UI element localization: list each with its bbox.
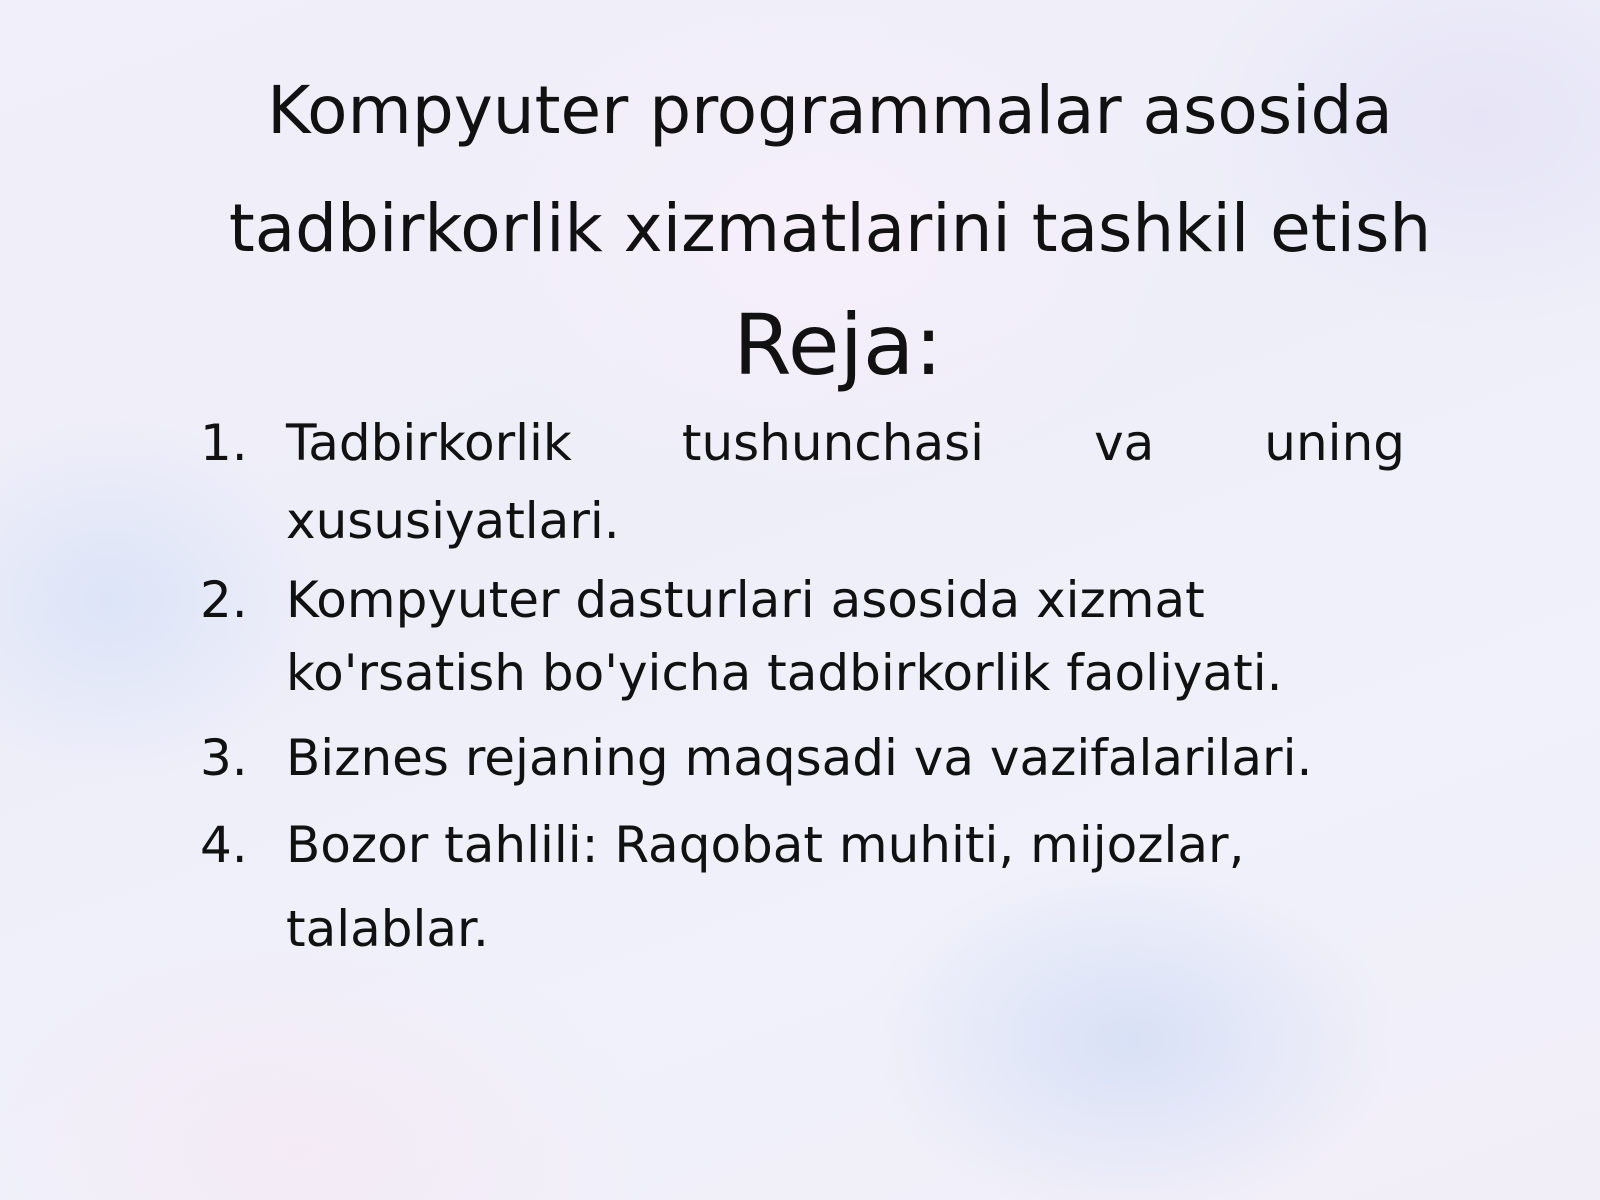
plan-item-2 [200,564,1405,710]
plan-list [200,404,1405,971]
slide-title [180,52,1480,288]
plan-item-1 [200,404,1405,560]
plan-item-number: 1. [200,414,248,472]
plan-item-number: 3. [200,729,248,787]
plan-item-text: Tadbirkorlik tushunchasi va uning xususiyatlari. [286,414,1405,550]
plan-item-number: 2. [200,571,248,629]
plan-item-4 [200,803,1405,971]
plan-item-3 [200,722,1405,795]
plan-item-text: Bozor tahlili: Raqobat muhiti, mijozlar, talablar. [286,816,1245,958]
plan-item-number: 4. [200,816,248,874]
slide-title-line-2: tadbirkorlik xizmatlarini tashkil etish [228,190,1432,267]
slide-title-line-1: Kompyuter programmalar asosida [267,72,1393,149]
plan-item-text: Kompyuter dasturlari asosida xizmat ko'rsatish bo'yicha tadbirkorlik faoliyati. [286,571,1283,702]
plan-heading: Reja: [733,296,943,394]
plan-item-text: Biznes rejaning maqsadi va vazifalarilari. [286,729,1313,787]
